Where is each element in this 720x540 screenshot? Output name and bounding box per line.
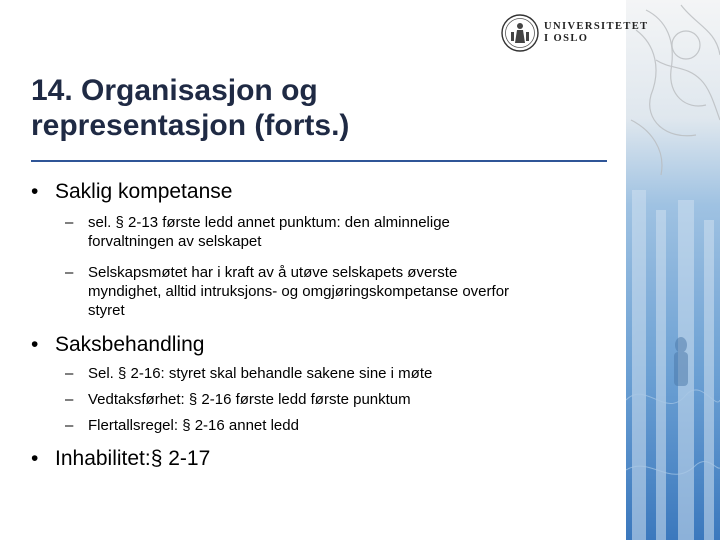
sub-item-line: Vedtaksførhet: § 2-16 første ledd første punktum (88, 391, 411, 408)
bullet-text: Inhabilitet:§ 2-17 (55, 447, 211, 470)
sub-item-line: myndighet, alltid intruksjons- og omgjøringskompetanse overfor (88, 283, 510, 300)
decorative-side-strip (626, 0, 720, 540)
sub-item-line: forvaltningen av selskapet (88, 233, 262, 250)
sub-item-line: Flertallsregel: § 2-16 annet ledd (88, 417, 299, 434)
title-line-1: 14. Organisasjon og (31, 74, 318, 107)
title-line-2: representasjon (forts.) (31, 109, 350, 142)
sub-item-line: styret (88, 302, 125, 319)
logo-line-2: I OSLO (544, 33, 589, 44)
dash-marker: – (65, 417, 74, 434)
sub-item-line: Selskapsmøtet har i kraft av å utøve selskapets øverste (88, 264, 458, 281)
sub-item-line: Sel. § 2-16: styret skal behandle sakene sine i møte (88, 365, 433, 382)
slide-title (31, 73, 601, 143)
logo-wordmark (544, 21, 649, 45)
sub-item-line: sel. § 2-13 første ledd annet punktum: den alminnelige (88, 214, 450, 231)
logo-line-1: UNIVERSITETET (544, 21, 649, 32)
title-divider (31, 160, 607, 162)
dash-marker: – (65, 214, 74, 231)
bullet-marker: • (31, 180, 39, 203)
bullet-text: Saklig kompetanse (55, 180, 233, 203)
dash-marker: – (65, 391, 74, 408)
university-seal-icon (500, 12, 540, 54)
bullet-text: Saksbehandling (55, 333, 205, 356)
dash-marker: – (65, 365, 74, 382)
bullet-marker: • (31, 333, 39, 356)
bullet-marker: • (31, 447, 39, 470)
side-strip-image (626, 0, 720, 540)
dash-marker: – (65, 264, 74, 281)
university-logo (500, 12, 649, 54)
